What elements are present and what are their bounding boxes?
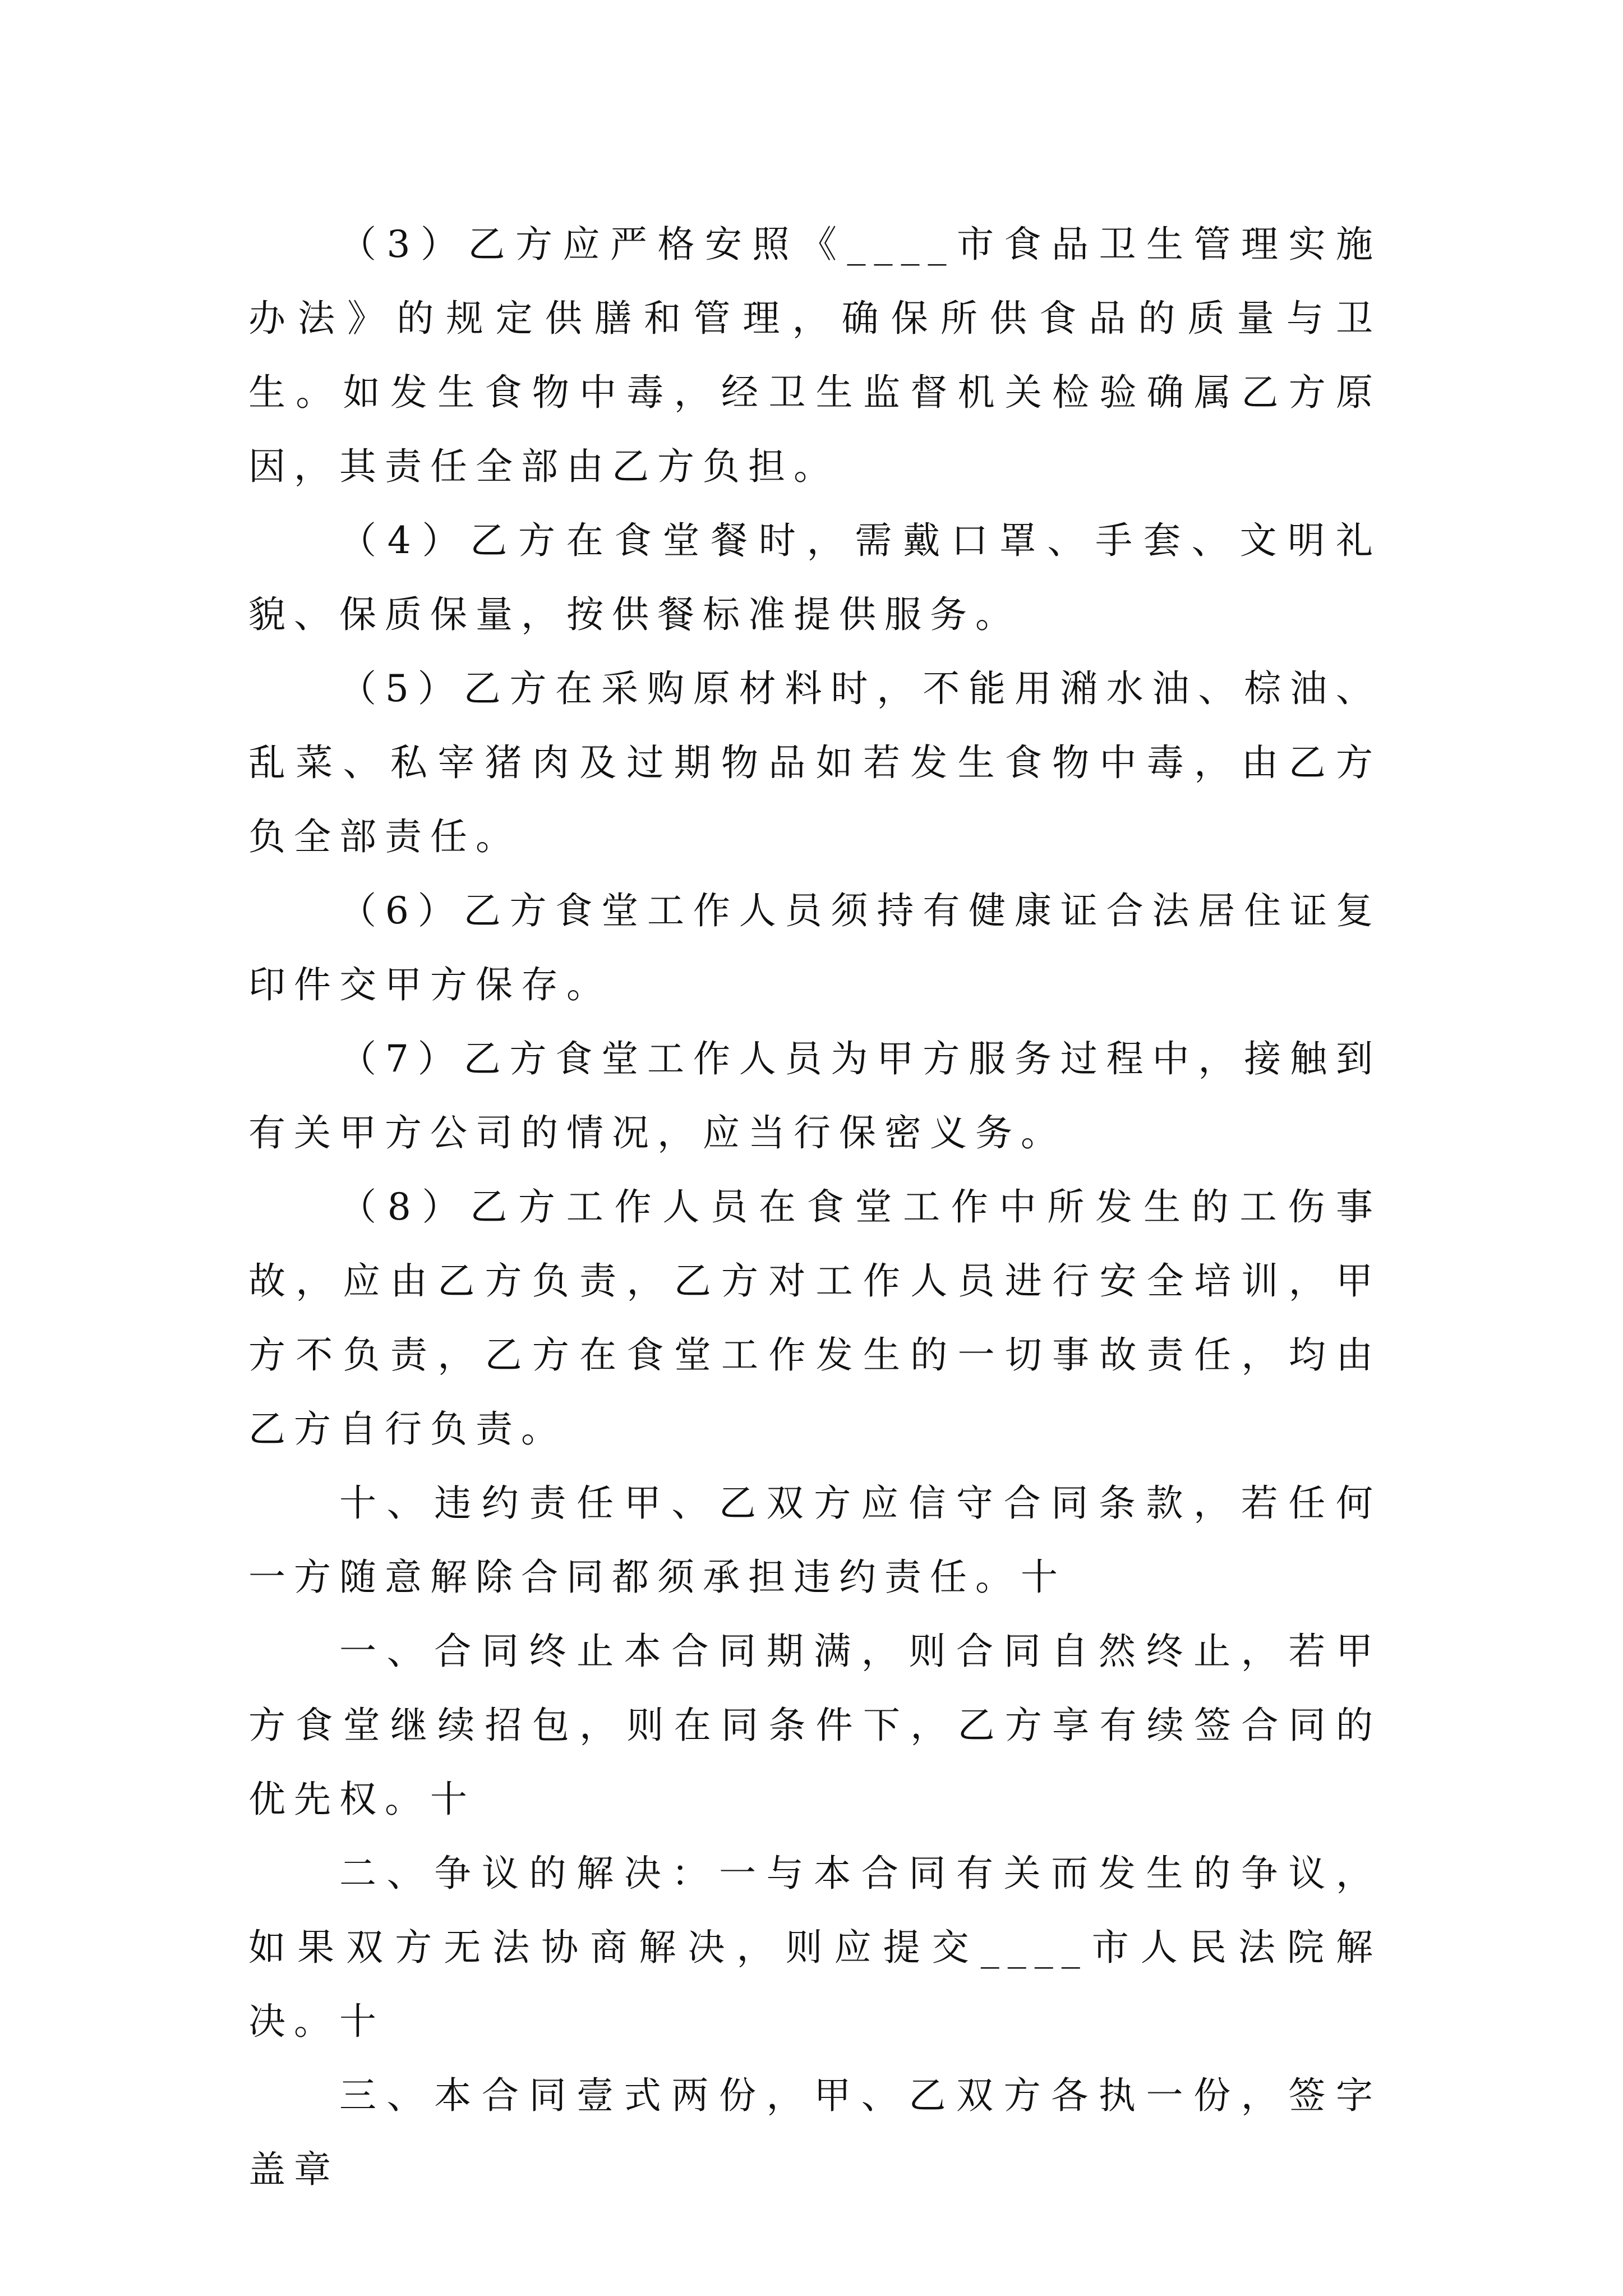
- clause-5-paragraph: （5）乙方在采购原材料时，不能用潲水油、棕油、乱菜、私宰猪肉及过期物品如若发生食物中毒，由乙方负全部责任。: [248, 667, 1381, 858]
- clause-6-paragraph: （6）乙方食堂工作人员须持有健康证合法居住证复印件交甲方保存。: [248, 889, 1381, 1006]
- copies-paragraph: 三、本合同壹式两份，甲、乙双方各执一份，签字盖章: [248, 2074, 1381, 2191]
- clause-4-paragraph: （4）乙方在食堂餐时，需戴口罩、手套、文明礼貌、保质保量，按供餐标准提供服务。: [248, 519, 1381, 636]
- clause-3-paragraph: （3）乙方应严格安照《____市食品卫生管理实施办法》的规定供膳和管理，确保所供食品的质量与卫生。如发生食物中毒，经卫生监督机关检验确属乙方原因，其责任全部由乙方负担。: [248, 223, 1381, 488]
- clause-8-paragraph: （8）乙方工作人员在食堂工作中所发生的工伤事故，应由乙方负责，乙方对工作人员进行安全培训，甲方不负责，乙方在食堂工作发生的一切事故责任，均由乙方自行负责。: [248, 1185, 1381, 1451]
- document-body: [248, 208, 1381, 2207]
- contract-termination-paragraph: 一、合同终止本合同期满，则合同自然终止，若甲方食堂继续招包，则在同条件下，乙方享有续签合同的优先权。十: [248, 1630, 1381, 1821]
- dispute-resolution-paragraph: 二、争议的解决：一与本合同有关而发生的争议，如果双方无法协商解决，则应提交____市人民法院解决。十: [248, 1852, 1381, 2043]
- breach-liability-paragraph: 十、违约责任甲、乙双方应信守合同条款，若任何一方随意解除合同都须承担违约责任。十: [248, 1481, 1381, 1599]
- clause-7-paragraph: （7）乙方食堂工作人员为甲方服务过程中，接触到有关甲方公司的情况，应当行保密义务。: [248, 1037, 1381, 1154]
